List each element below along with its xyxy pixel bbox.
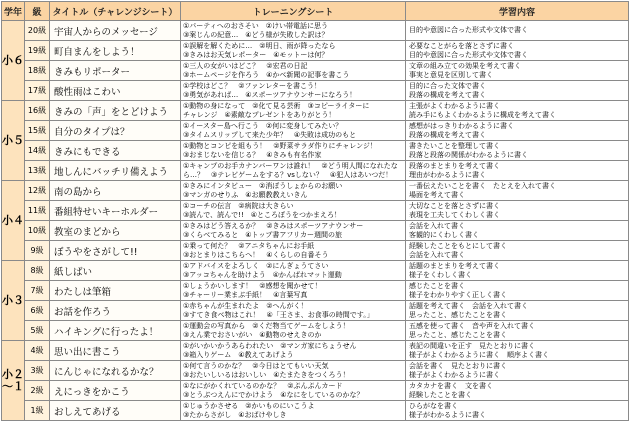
table-row (2, 361, 629, 381)
content-line: 話題を考えて書く 会話を入れて書く (409, 301, 528, 310)
title-cell: お話を作ろう (50, 301, 181, 321)
training-line: ①乗って何た？ ②アニタちゃんにお手紙 (183, 241, 315, 250)
training-line: ③チャーリー業まぶ手紙！ ④言葉写真 (183, 290, 308, 299)
table-row (2, 41, 629, 61)
content-cell (406, 361, 629, 381)
title-cell: きみの「声」をとどけよう (50, 101, 181, 121)
training-line: ③おとまりはこちらへ！ ④くらしの自番そう (183, 250, 329, 259)
content-line: 大切なことを落とさずに書く (409, 201, 500, 210)
training-line: ①キャンプのお手カナンバーワンは誰れ！ ②どう明人間になれたな (183, 161, 398, 170)
content-cell (406, 21, 629, 41)
content-line: 理由がわかるように書く (409, 170, 486, 179)
content-cell (406, 141, 629, 161)
training-line: ①しょうかいします！ ②感想を聞かせて！ (183, 281, 322, 290)
content-cell (406, 281, 629, 301)
content-cell (406, 61, 629, 81)
content-line: 様子をわかりやすく正しく書く (409, 290, 507, 299)
training-line: ③とうぶつえんにでかけよう ④なにをしているのかな？ (183, 390, 364, 399)
content-line: 会話を入れて書く (409, 221, 465, 230)
training-line: チャレンジ ④素敵なプレゼントをありがとう！ (183, 110, 336, 119)
training-cell (181, 121, 406, 141)
content-line: 会話を書く 見たとおりに書く (409, 361, 507, 370)
content-line: 感じたことを書く (409, 281, 465, 290)
header-grade: 学年 (2, 2, 25, 21)
header-training: トレーニングシート (181, 2, 406, 21)
level-cell: 8級 (25, 261, 50, 281)
level-cell: 18級 (25, 61, 50, 81)
title-cell: 思い出に書こう (50, 341, 181, 361)
training-line: ①アドバイスをよろしく ②にんぎょうてさい (183, 261, 329, 270)
content-line: 段落の構成を考えて書く (409, 130, 486, 139)
content-line: 場面を考えて書く (409, 190, 465, 199)
training-line: ①がいかいかうあらわれたい ②マンガ家にちょうせん (183, 341, 357, 350)
content-line: 経験したことをもとにして書く (409, 241, 507, 250)
content-line: 必要なことがらを落とさずに書く (409, 41, 514, 50)
table-row (2, 141, 629, 161)
table-row (2, 381, 629, 401)
content-line: 客観的にくわしく書く (409, 230, 479, 239)
table-row (2, 61, 629, 81)
training-line: ら…？ ③テレビゲームをする？vsしない？ ④犯人はあいつだ！ (183, 170, 393, 179)
title-cell: 自分のタイプは？ (50, 121, 181, 141)
training-line: ①動物とコンピを組もう！ ②野菜サラダ作りにチャレンジ！ (183, 141, 377, 150)
content-line: 会話を入れて書く (409, 250, 465, 259)
grade-cell: 小６ (2, 21, 25, 101)
training-line: ③えん業でおさいがい ④動物のせえきのか (183, 330, 322, 339)
title-cell: ハイキングに行ったよ！ (50, 321, 181, 341)
title-cell: 酸性雨はこわい (50, 81, 181, 101)
content-line: 目的や意図に合った形式や文体で書く (409, 26, 528, 34)
training-cell (181, 141, 406, 161)
table-row (2, 241, 629, 261)
training-line: ①赤ちゃんが生まれたよ ②へんがく！ (183, 301, 308, 310)
table-row (2, 101, 629, 121)
title-cell: おしえてあげる (50, 401, 181, 421)
training-line: ①イースター島へ行こう ②何に変身してみたい？ (183, 121, 343, 130)
content-line: カタカナを書く 文を書く (409, 381, 493, 390)
content-cell (406, 201, 629, 221)
content-line: 様子をくわしく書く (409, 270, 472, 279)
content-cell (406, 321, 629, 341)
content-line: ひらがなを書く (409, 401, 458, 410)
content-cell (406, 301, 629, 321)
content-line: 五感を使って書く 音や声を入れて書く (409, 321, 535, 330)
training-cell (181, 221, 406, 241)
content-line: 文章の組み立ての効果を考えて書く (409, 61, 521, 70)
content-line: 一番伝えたいことを書く たとえを入れて書く (409, 181, 556, 190)
level-cell: 19級 (25, 41, 50, 61)
table-row (2, 21, 629, 41)
content-line: 読み手にもよくわかるように構成を考えて書く (409, 110, 556, 119)
training-line: ③アッコちゃんを助けよう ④かんばれマット運動 (183, 270, 342, 279)
grade-cell: 小２～１ (2, 341, 25, 421)
training-line: ①動物の身になって ②化て見る芸術 ③コピーライターに (183, 101, 370, 110)
training-line: ③箱入りゲーム ④教えてあげよう (183, 350, 294, 359)
content-line: 様子がわかるように書く (409, 410, 486, 419)
level-cell: 6級 (25, 301, 50, 321)
level-cell: 15級 (25, 121, 50, 141)
title-cell: 番組特せいキーホルダー (50, 201, 181, 221)
level-cell: 16級 (25, 101, 50, 121)
content-line: 表記の間違いを正す 見たとおりに書く (409, 341, 535, 350)
table-body (2, 21, 629, 421)
content-line: 目的や意図に合った形式や文体で書く (409, 50, 528, 59)
training-cell (181, 21, 406, 41)
training-cell (181, 181, 406, 201)
content-cell (406, 381, 629, 401)
training-cell (181, 61, 406, 81)
title-cell: 教室のまどから (50, 221, 181, 241)
training-line: ③たからさがし ④おばけやしき (183, 410, 287, 419)
training-cell (181, 241, 406, 261)
title-cell: 南の島から (50, 181, 181, 201)
training-line: ①学校はどこ？ ②ファンレターを書こう！ (183, 81, 321, 90)
training-line: ③勇気があれば… ④スポーツアナウンサーになろう！ (183, 90, 357, 99)
training-line: ③くらべてみると ④トップ書アフリカー週間の旅 (183, 230, 342, 239)
title-cell: にんじゃになれるかな？ (50, 361, 181, 381)
training-line: ③きみはお天気レポーター ④モットーは何？ (183, 50, 329, 59)
training-cell (181, 261, 406, 281)
grade-cell: 小４ (2, 181, 25, 261)
level-cell: 11級 (25, 201, 50, 221)
level-cell: 20級 (25, 21, 50, 41)
table-row (2, 201, 629, 221)
content-cell (406, 41, 629, 61)
content-line: 感想がはっきりわかるように書く (409, 121, 514, 130)
training-cell (181, 361, 406, 381)
training-line: ③おたいしいるはおいしい ④たまたきをつくろう！ (183, 370, 350, 379)
grade-cell: 小３ (2, 261, 25, 341)
content-cell (406, 221, 629, 241)
training-line: ③案じんの紀意… ④どう様が失敗した訳は？ (183, 30, 329, 39)
title-cell: 宇宙人からのメッセージ (50, 21, 181, 41)
title-cell: 紙しばい (50, 261, 181, 281)
training-cell (181, 341, 406, 361)
table-row (2, 281, 629, 301)
content-cell (406, 121, 629, 141)
training-line: ①きみはどう答えるか？ ②きみはスポーツアナウンサー (183, 221, 364, 230)
content-line: 主張がよくわかるように書く (409, 101, 500, 110)
content-line: 話題のまとまりを考えて書く (409, 261, 500, 270)
table-row (2, 181, 629, 201)
header-content: 学習内容 (406, 2, 629, 21)
content-line: 書きたいことを整理して書く (409, 141, 500, 150)
content-line: 段落の構成を考えて書く (409, 90, 486, 99)
training-line: ①コーチの伝言 ②病院は大きらい (183, 201, 294, 210)
grade-cell: 小５ (2, 101, 25, 181)
level-cell: 7級 (25, 281, 50, 301)
level-cell: 3級 (25, 361, 50, 381)
level-cell: 9級 (25, 241, 50, 261)
table-row (2, 301, 629, 321)
training-cell (181, 381, 406, 401)
content-cell (406, 101, 629, 121)
level-cell: 14級 (25, 141, 50, 161)
training-line: ①誤解を解くために… ②明日、雨が降ったなら (183, 41, 336, 50)
table-row (2, 81, 629, 101)
level-cell: 4級 (25, 341, 50, 361)
content-cell (406, 341, 629, 361)
table-row (2, 221, 629, 241)
training-line: ③ホームページを作ろう ④かべ新聞の記事を書こう (183, 70, 350, 79)
content-line: 事実と意見を区別して書く (409, 70, 493, 79)
training-cell (181, 281, 406, 301)
training-line: ①きみにインタビュー ②消ぼうしょからのお願い (183, 181, 343, 190)
content-line: 様子がよくわかるように書く 順序よく書く (409, 350, 549, 359)
content-line: 思ったこと、感じたことを書く (409, 330, 507, 339)
table-row (2, 341, 629, 361)
training-cell (181, 201, 406, 221)
table-row (2, 121, 629, 141)
level-cell: 13級 (25, 161, 50, 181)
level-cell: 1級 (25, 401, 50, 421)
curriculum-table (1, 1, 629, 421)
table-row (2, 321, 629, 341)
level-cell: 5級 (25, 321, 50, 341)
table-row (2, 261, 629, 281)
training-line: ①三人の女がいはどこ？ ②宏君の日記 (183, 61, 308, 70)
training-cell (181, 101, 406, 121)
training-cell (181, 321, 406, 341)
training-line: ①運動会の写真から ②くだ物当てゲームをしよう！ (183, 321, 350, 330)
training-line: ③タイムスリップして来た少年？ ④失敗は成功のもと (183, 130, 357, 139)
training-line: ③読んで、読んで!! ④ところぼうをつかまえろ！ (183, 210, 342, 219)
content-line: 思ったこと、感じたことを書く (409, 310, 507, 319)
content-line: 目的に合った文体で書く (409, 81, 486, 90)
training-cell (181, 81, 406, 101)
content-line: 様子がよくわかるように書く (409, 370, 500, 379)
header-title: タイトル（チャレンジシート） (50, 2, 181, 21)
title-cell: わたしは筆箱 (50, 281, 181, 301)
content-line: 表現を工夫してくわしく書く (409, 210, 500, 219)
level-cell: 17級 (25, 81, 50, 101)
level-cell: 2級 (25, 381, 50, 401)
header-level: 級 (25, 2, 50, 21)
title-cell: ぼうやをさがして!! (50, 241, 181, 261)
training-line: ①パーティへのおさそい ②けい帯電話に思う (183, 21, 328, 30)
content-cell (406, 261, 629, 281)
content-line: 経験したことを書く (409, 390, 472, 399)
training-line: ③おまじないを信じる？ ④きみも有名作家 (183, 150, 322, 159)
title-cell: きみにもできる (50, 141, 181, 161)
content-line: 段落と段落の関係がわかるように書く (409, 150, 528, 159)
content-cell (406, 181, 629, 201)
training-line: ①何て言うのかな？ ②今日はとてもいい天気 (183, 361, 329, 370)
level-cell: 12級 (25, 181, 50, 201)
training-line: ①なにがかくれているのかな？ ②ぷんぷんカード (183, 381, 343, 390)
content-line: 段落のまとまりを考えて書く (409, 161, 500, 170)
training-line: ①じゅうかさせる ②かいものにいこうよ (183, 401, 315, 410)
training-line: ③マンガのせりふ ④お願教教えいきん (183, 190, 308, 199)
training-line: ③すてき食べ物はこれ！ ④「王さま、お食事の時間です。」 (183, 310, 374, 319)
header-row (2, 2, 629, 21)
title-cell: 町自まんをしよう！ (50, 41, 181, 61)
training-cell (181, 41, 406, 61)
title-cell: きみもリポーター (50, 61, 181, 81)
training-cell (181, 161, 406, 181)
level-cell: 10級 (25, 221, 50, 241)
content-cell (406, 241, 629, 261)
title-cell: 地しんにバッチリ備えよう (50, 161, 181, 181)
training-cell (181, 301, 406, 321)
title-cell: えにっきをかこう (50, 381, 181, 401)
content-cell (406, 161, 629, 181)
table-row (2, 161, 629, 181)
content-cell (406, 81, 629, 101)
